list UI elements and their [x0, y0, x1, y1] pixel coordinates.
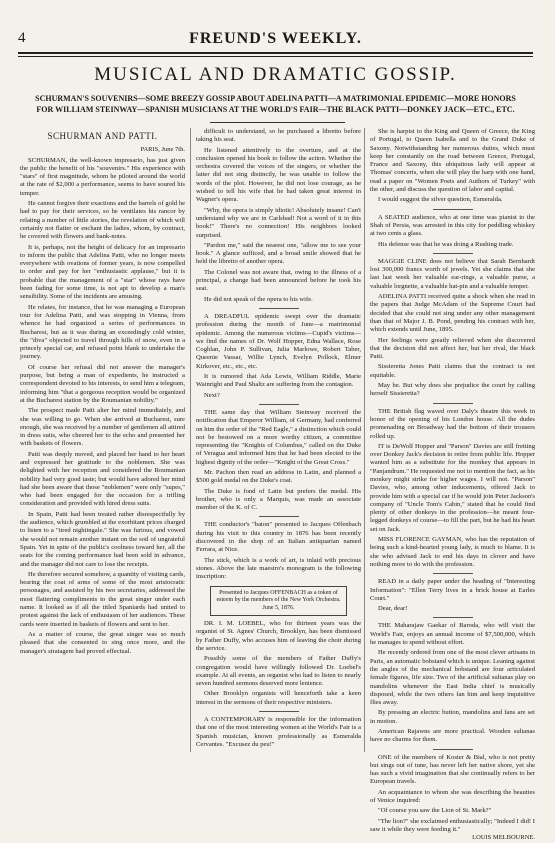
- paragraph: Of course her refusal did not answer the manager's purpose, but being a man of expedients, he instructed a correspondent devoted to his interests, to send him a telegram, informing him "that a gorgeous reception would be organized at the Bucharest station by the Roumanian nobility.": [20, 363, 185, 404]
- paragraph: The Duke is fond of Latin but prefers the medal. His brother, who is only a Marquis, was made an associate member of the K. of C.: [196, 487, 361, 512]
- paragraph: "The lion?" she exclaimed enthusiastically; "Indeed I did! I saw it while they were feeding it.": [370, 817, 535, 833]
- story-audience: [370, 214, 535, 249]
- paragraph: SCHURMAN, the well-known impresario, has just given the public the benefit of his "souvenirs." His experience with "stars" of first magnitude, whom he piloted around the world at the rate of $2,000 a performance, seems to have soured his temper.: [20, 156, 185, 197]
- paragraph: It is rumored that Ada Lewis, William Riddle, Marie Wainright and Paul Shaltz are suffering from the contagion.: [196, 373, 361, 389]
- story-steinway: [196, 409, 361, 513]
- story-offenbach: [196, 521, 361, 581]
- divider: [433, 749, 473, 750]
- paragraph: "Of course you saw the Lion of St. Mark?": [378, 807, 492, 815]
- dateline: PARIS, June 7th.: [140, 146, 185, 154]
- paragraph: THE Maharajaw Gaekar of Baroda, who will visit the World's Fair, enjoys an annual income of $7,500,000, which he manages to spend without effort.: [370, 622, 535, 647]
- paragraph: The prospect made Patti alter her mind immediately, and she was willing to go. When she arrived at Bucharest, sure enough, she was received by a number of gentlemen all attired in dress suits, who cheered her to the echo and presented her with baskets of flowers.: [20, 407, 185, 448]
- column-2: [196, 128, 361, 752]
- section-heading: SCHURMAN AND PATTI.: [47, 131, 158, 141]
- paragraph: His defense was that he was doing a Rushing trade.: [378, 240, 514, 248]
- story-maggie-cline: [370, 258, 535, 399]
- paragraph: An acquaintance to whom she was describing the beauties of Venice inquired:: [370, 788, 535, 805]
- paragraph: "Pardon me," said the nearest one, "allow me to see your book." A glance sufficed, and a broad smile showed that he held the libretto of another opera.: [196, 241, 361, 266]
- paragraph: A DREADFUL epidemic swept over the dramatic profession during the month of June—a matrimonial epidemic. Among the numerous victims—Cupid's victims—we find the names of Dr. Wolf Hopper, Edna Wallace, Rose Coghlan, John P. Sullivan, Julia Marlowe, Robert Taber, Queenie Vassar, Willie Lynch, Evelyn Pollock, Elmer Kirkover, etc., etc., etc.: [196, 312, 361, 370]
- story-ellen-terry: [370, 578, 535, 613]
- paragraph: DR. I. M. LOEBEL, who for thirteen years was the organist of St. Agnes' Church, Brooklyn, has been dismissed by Father Duffy, who accuses him of leaving the choir during the service.: [196, 620, 361, 652]
- paragraph: ADELINA PATTI received quite a shock when she read in the papers that Judge McAdam of the Supreme Court had decided that she could not sing under any other management than that of Major J. B. Pond, pending his contract with her, which extends until June, 1895.: [370, 293, 535, 334]
- paragraph: ONE of the members of Koster & Bial, who is not pretty but sings out of tune, has never left her native shore, yet she has such a vivid imagination that she continually refers to her European travels.: [370, 753, 535, 786]
- article-deck: SCHURMAN'S SOUVENIRS—SOME BREEZY GOSSIP ABOUT ADELINA PATTI—A MATRIMONIAL EPIDEMIC—MORE HONORS FOR WILLIAM STEINWAY—SPANISH MUSICIANS AT THE WORLD'S FAIR—THE BLACK PATTI—DONKEY JACK—ETC., ETC.: [35, 94, 516, 114]
- paragraph: In Spain, Patti had been treated rather disrespectfully by the audience, which grumbled at the exorbitant prices charged to listen to a "tired nightingale." She was furious, and vowed she would not remain another instant on the soil of ungrateful Spain. Yet in spite of the public's coolness toward her, all the seats for the coming performance had been sold in advance, and the manager did not care to lose the receipts.: [20, 510, 185, 568]
- paragraph: Dear, dear!: [378, 605, 408, 613]
- story-epidemic: [196, 313, 361, 400]
- story-harpist: [370, 128, 535, 205]
- column-divider: [190, 128, 191, 752]
- paragraph: Possibly some of the members of Father Duffy's congregation would have willingly followed Dr. Loebel's example. At all events, an organist who had to listen to nearly seven hundred sermons deserved more lenience.: [196, 655, 361, 688]
- paragraph: The stick, which is a work of art, is inlaid with precious stones. Above the late maestro's monogram is the following inscription:: [196, 556, 361, 581]
- paragraph: I would suggest the silver question, Esmeralda.: [378, 196, 503, 204]
- divider: [433, 209, 473, 210]
- paragraph: READ in a daily paper under the heading of "Interesting Information": "Ellen Terry lives in a brick house at Earles Court.": [370, 578, 535, 602]
- paragraph: He therefore secured somehow, a quantity of visiting cards, bearing the coat of arms of some of the most aristocratic personages, and assisted by his two secretaries, addressed the most flattering compliments to the great singer under each name. It looked as if all the titled Spaniards had united to protest against the lack of enthusiasm of her audiences. These cards were inserted in baskets of flowers and sent to her.: [20, 570, 185, 628]
- paragraph: Sissieretta Jones Patti claims that the contract is not equitable.: [370, 363, 535, 379]
- story-maharajaw: [370, 622, 535, 744]
- paragraph: Her feelings were greatly relieved when she discovered that the decision did not affect her, but her rival, the black Patti.: [370, 336, 535, 361]
- paragraph: By pressing an electric button, mandolins and fans are set in motion.: [370, 709, 535, 725]
- paragraph: A SEATED audience, who at one time was pianist to the Shah of Persia, was arrested in this city for peddling whiskey at two cents a glass.: [370, 213, 535, 238]
- paragraph: He listened attentively to the overture, and at the conclusion opened his book to follow the action. Whether the orchestra covered the voices of the singers, or whether the latter did not sing distinctly, he was unable to follow the words of the plot. However, he did not lose courage, as he wished to tell his wife that he had taken great interest in Wagner's opera.: [196, 146, 361, 204]
- paragraph: "Why, the opera is simply idiotic! Absolutely insane! Can't understand why we are in Carlsbad! Not a word of it in this book!" There's no connection! His neighbors looked surprised.: [196, 206, 361, 239]
- divider: [259, 404, 299, 405]
- divider: [259, 308, 299, 309]
- divider: [259, 516, 299, 517]
- header-rule: [18, 52, 533, 54]
- paragraph: American Rajawns are more practical. Wooden sultanas have no charms for them.: [370, 728, 535, 744]
- paragraph: THE British flag waved over Daly's theatre this week in honor of the opening of his London house. All the dudes promenading on Broadway had the bottom of their trousers rolled up.: [370, 407, 535, 440]
- author-signature: LOUIS MELBOURNE.: [472, 834, 535, 842]
- paragraph: IT is DeWolf Hopper and "Parson" Davies are still fretting over Donkey Jack's decision to retire from public life. Hopper wanted him as a substitute for the monkey that appears in "Panjandrum." He requested me not to mention the fact, as his monkey might strike for higher wages. I will not. "Parson" Davies, who, among other inducements, offered Jack to provide him with a special car if he would join Peter Jackson's company of "Uncle Tom's Cabin," stated that he could find plenty of other donkeys in the profession—he meant four-legged donkeys of course—to fill the part, but he had his heart set on Jack.: [370, 442, 535, 533]
- story-daly: [370, 408, 535, 570]
- paragraph: THE conductor's "baton" presented to Jacques Offenbach during his visit to this country in 1876 has been recently discovered in the shop of an Italian antiquarian named Ferrara, at Nice.: [196, 521, 361, 554]
- article-title: MUSICAL AND DRAMATIC GOSSIP.: [94, 64, 457, 85]
- deck-rule: [210, 122, 345, 123]
- inscription-box: Presented to Jacques OFFENBACH as a token of esteem by the members of the New York Orchestra. June 5, 1876.: [210, 586, 347, 617]
- paragraph: It is, perhaps, not the height of delicacy for an impresario to inform the public that Adelina Patti, who no longer meets everywhere with ovations of former years, is now compelled to order and pay for her "enthusiastic applause," but it is probable that the management of a "star" whose rays have been fading for some time, is not apt to develop a man's sensibility. Some of the incidents are amusing.: [20, 243, 185, 301]
- page-number: 4: [18, 30, 26, 46]
- paragraph: As a matter of course, the great singer was so much pleased that she consented to sing once more, and the manager's stratagem had proved effectual.: [20, 630, 185, 655]
- header-rule-thin: [18, 56, 533, 57]
- divider: [433, 573, 473, 574]
- paragraph: He did not speak of the opera to his wife.: [204, 295, 313, 303]
- column-1-body: [20, 157, 185, 656]
- journal-title: FREUND'S WEEKLY.: [189, 30, 362, 47]
- story-contemporary: [196, 716, 361, 749]
- paragraph: He cannot forgive their exactions and the barrels of gold he had to pay for their services, so he ventilates his rancor by relating a number of little stories, the revelation of which will certainly not flatter or enchant the ladies, whom, by contract, he covered with flowers and bank-notes.: [20, 200, 185, 241]
- paragraph: THE same day that William Steinway received the notification that Emperor William, of Germany, had conferred on him the order of the "Red Eagle," a distinction which could not be bestowed on a more worthy citizen, a committee representing the "Knights of Columbus," called on the Duke of Veragua and informed him that he had been elected to the highest dignity of the order—"Knight of the Great Cross.": [196, 408, 361, 466]
- story-libretto: [196, 128, 361, 304]
- paragraph: She is harpist to the King and Queen of Greece, the King of Portugal, to Queen Isabella and to the Grand Duke of Saxony. Notwithstanding her numerous duties, which must keep her constantly on the road between Greece, Portugal, France and Saxony, this ubiquitous lady will appear at Thomas' concerts, when she will play the harp with one hand, read a paper on "Women Poets and Authors of Turkey" with the other, and discuss the question of labor and capital.: [370, 128, 535, 194]
- paragraph: difficult to understand, so he purchased a libretto before taking his seat.: [196, 128, 361, 144]
- divider: [259, 711, 299, 712]
- divider: [433, 253, 473, 254]
- column-1: [20, 128, 185, 752]
- story-koster-bial: [370, 754, 535, 835]
- paragraph: The Colonel was not aware that, owing to the illness of a principal, a change had been announced before he took his seat.: [196, 268, 361, 293]
- paragraph: Next?: [204, 391, 220, 399]
- page-header: [18, 28, 533, 50]
- paragraph: MAGGIE CLINE does not believe that Sarah Bernhardt lost 300,000 francs worth of jewels. Yet she claims that she last last week her valuable ear-rings, a valuable purse, a valuable lorgnette, a valuable hat-pin and a valuable temper.: [370, 257, 535, 290]
- story-loebel: [196, 620, 361, 707]
- paragraph: He relates, for instance, that he was managing a European tour for Adelina Patti, and was stopping in Vienna, from whence he had organized a series of performances in Bucharest, but as it was during an exceedingly cold winter, the "diva" objected to travel through hills of snow, even in a princely special car, and refused point blank to undertake the journey.: [20, 303, 185, 361]
- paragraph: May be. But why does she prejudice the court by calling herself Sissieretta?: [370, 382, 535, 398]
- paragraph: Patti was deeply moved, and placed her hand to her heart and expressed her gratitude to the noblemen. She was delighted with her reception and considered the Roumanian nobility had very good taste; but would have adored her mind had she been aware that those "noblemen" were only "supes," who had been engaged for the occasion for a trifling consideration and provided with hired dress suits.: [20, 450, 185, 508]
- paragraph: He recently ordered from one of the most clever artisans in Paris, an automatic bobstand which is unique. Leaning against the angles of the mechanical bobstand are four articulated female figures, life size. Two of the artificial sultanas play on mandolins whenever the East India chief is musically disposed, while the two others fan him and keep inquisitive flies away.: [370, 649, 535, 707]
- column-divider: [364, 128, 365, 752]
- paragraph: A CONTEMPORARY is responsible for the information that one of the most interesting women at the World's Fair is a Spanish musician, known professionally as Esmeralda Cervantes. "Excusez du peu!": [196, 716, 361, 748]
- paragraph: Mr. Pachon then read an address in Latin, and planned a $500 gold medal on the Duke's coat.: [196, 468, 361, 485]
- divider: [433, 403, 473, 404]
- paragraph: Other Brooklyn organists will henceforth take a keen interest in the sermons of their respective ministers.: [196, 690, 361, 706]
- column-3: [370, 128, 535, 842]
- divider: [433, 617, 473, 618]
- paragraph: MISS FLORENCE GAYMAN, who has the reputation of being such a kind-hearted young lady, is much to blame. It is she who advised Jack to end his days in clover and have nothing more to do with the profession.: [370, 536, 535, 568]
